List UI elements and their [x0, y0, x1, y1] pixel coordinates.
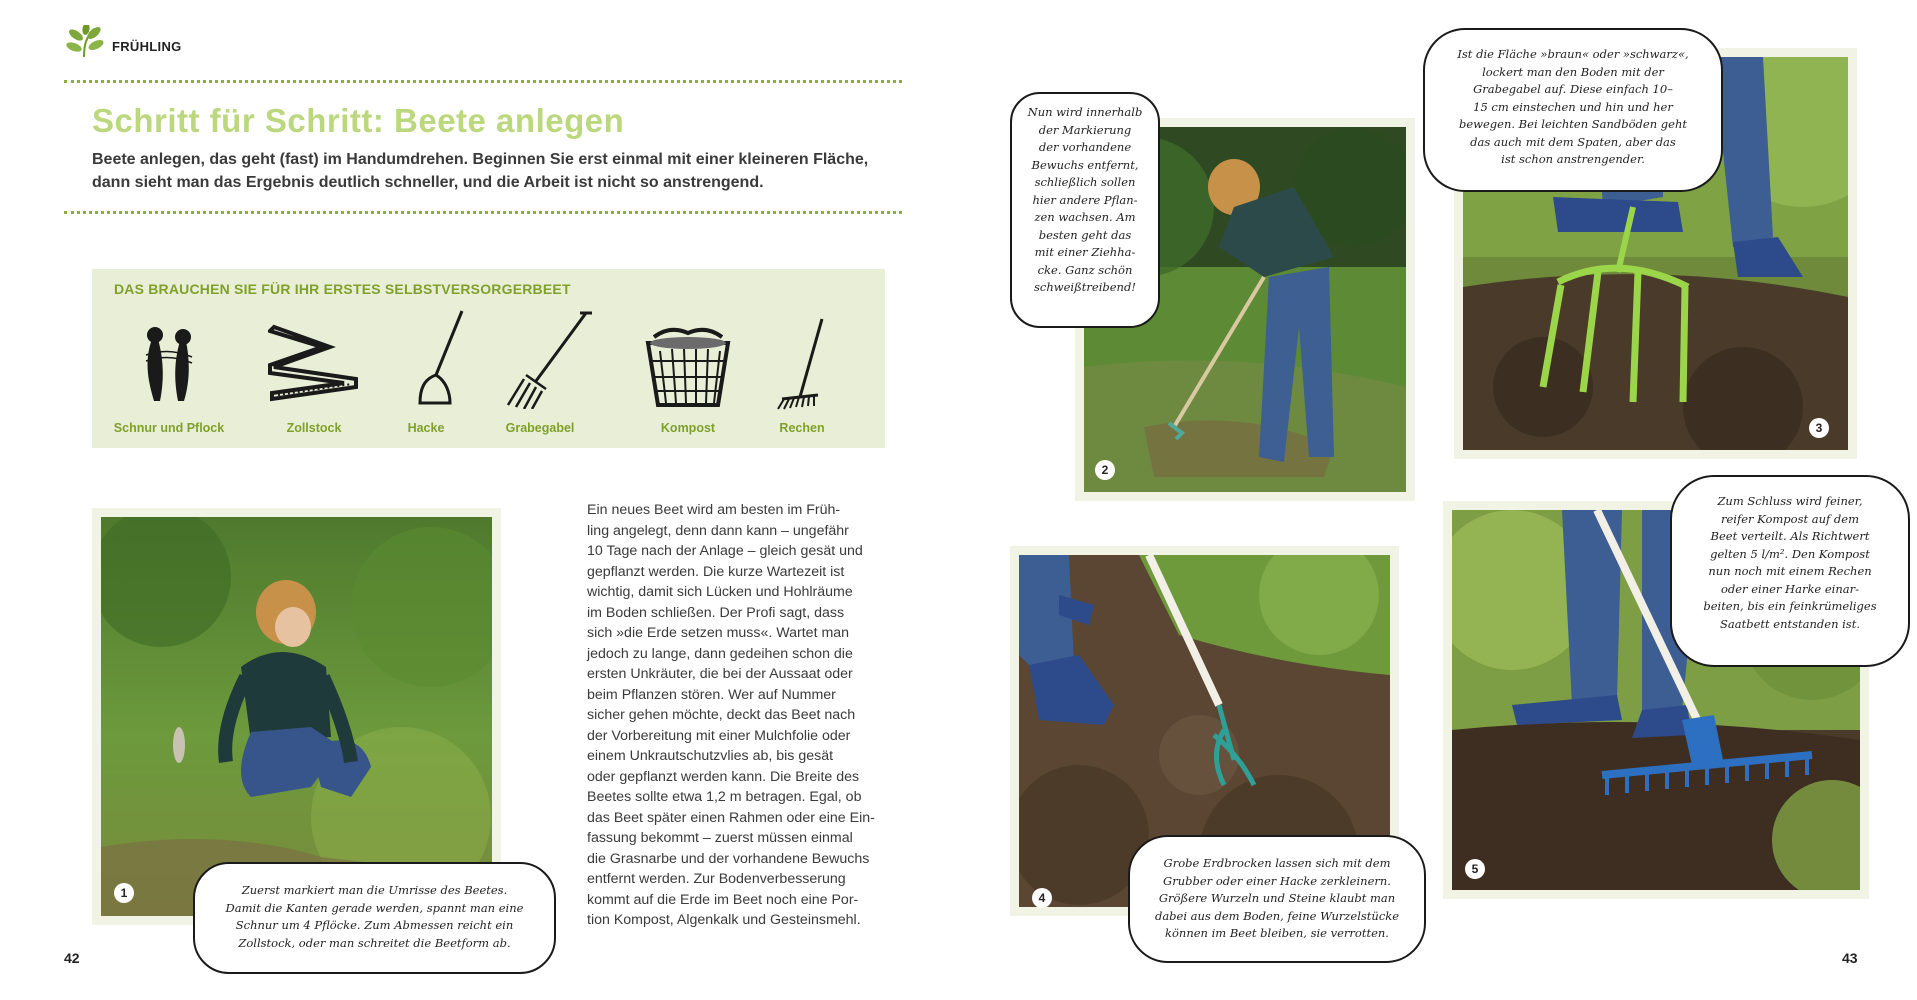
section-label: FRÜHLING: [112, 39, 182, 54]
tool-label: Rechen: [779, 421, 825, 435]
caption-line: besten geht das: [1038, 227, 1132, 242]
photo-number-badge: 1: [114, 883, 134, 903]
caption-line: reifer Kompost auf dem: [1720, 511, 1860, 526]
body-line: beim Pflanzen stören. Wer auf Nummer: [587, 686, 836, 703]
leaf-logo-icon: [64, 25, 104, 59]
body-line: Beetes sollte etwa 1,2 m betragen. Egal, ob: [587, 789, 862, 805]
caption-line: Nun wird innerhalb: [1027, 105, 1143, 119]
caption-line: Grubber oder einer Hacke zerkleinern.: [1163, 873, 1391, 888]
caption-bubble-3: [1423, 28, 1723, 192]
photo-number-badge: 3: [1809, 418, 1829, 438]
body-line: sich »die Erde setzen muss«. Wartet man: [587, 625, 850, 641]
tool-label: Grabegabel: [505, 421, 575, 435]
photo-number-badge: 4: [1032, 888, 1052, 908]
body-line: wichtig, damit sich Lücken und Hohlräume: [587, 584, 853, 600]
caption-line: bewegen. Bei leichten Sandböden geht: [1458, 117, 1687, 131]
caption-line: der Markierung: [1038, 122, 1132, 137]
body-line: gepflanzt werden. Die kurze Wartezeit ist: [587, 563, 845, 580]
caption-line: der vorhandene: [1038, 140, 1132, 154]
body-line: die Grasnarbe und der vorhandene Bewuchs: [587, 850, 870, 867]
body-line: fassung bekommt – zuerst müssen einmal: [587, 830, 853, 846]
tool-label: Hacke: [407, 421, 445, 435]
toolbox-title: DAS BRAUCHEN SIE FÜR IHR ERSTES SELBSTVERSORGERBEET: [114, 281, 571, 297]
photo-number-badge: 2: [1095, 460, 1115, 480]
caption-line: nun noch mit einem Rechen: [1708, 564, 1872, 578]
caption-line: 15 cm einstechen und hin und her: [1473, 99, 1673, 114]
photo-number-badge: 5: [1465, 859, 1485, 879]
rake-icon: [772, 317, 832, 417]
body-line: kommt auf die Erde im Beet noch eine Por-: [587, 891, 859, 908]
caption-line: ist schon anstrengender.: [1501, 152, 1645, 166]
caption-line: Damit die Kanten gerade werden, spannt man eine: [225, 900, 524, 915]
caption-line: zen wachsen. Am: [1034, 210, 1136, 224]
caption-line: schließlich sollen: [1034, 175, 1136, 189]
body-line: oder gepflanzt werden kann. Die Breite des: [587, 768, 860, 785]
caption-line: hier andere Pflan-: [1032, 192, 1138, 207]
body-line: Ein neues Beet wird am besten im Früh-: [587, 502, 841, 518]
body-text: [587, 500, 887, 931]
caption-line: Beet verteilt. Als Richtwert: [1710, 529, 1870, 543]
body-line: ersten Unkräuter, die bei der Aussaat oder: [587, 666, 853, 682]
caption-line: Größere Wurzeln und Steine klaubt man: [1158, 891, 1396, 905]
caption-line: Saatbett entstanden ist.: [1720, 616, 1860, 631]
caption-line: Schnur um 4 Pflöcke. Zum Abmessen reicht ein: [235, 918, 514, 932]
divider-top: [64, 80, 902, 83]
caption-line: lockert man den Boden mit der: [1482, 64, 1664, 79]
digging-fork-icon: [502, 307, 594, 409]
caption-line: dabei aus dem Boden, feine Wurzelstücke: [1154, 908, 1400, 923]
divider-bottom: [64, 211, 902, 214]
tool-label: Kompost: [660, 421, 716, 435]
caption-line: schweißtreibend!: [1034, 280, 1136, 294]
caption-line: oder einer Harke einar-: [1720, 581, 1860, 596]
body-line: tion Kompost, Algenkalk und Gesteinsmehl.: [587, 912, 861, 928]
caption-line: Zuerst markiert man die Umrisse des Beetes.: [241, 883, 508, 897]
page-number-right: 43: [1842, 950, 1858, 966]
hoe-icon: [410, 309, 470, 409]
toolbox-panel: [92, 269, 885, 448]
caption-line: Zollstock, oder man schreitet die Beetform ab.: [238, 935, 511, 950]
caption-line: Grobe Erdbrocken lassen sich mit dem: [1163, 856, 1391, 870]
body-line: jedoch zu lange, dann gedeihen schon die: [587, 645, 853, 662]
caption-line: gelten 5 l/m². Den Kompost: [1710, 546, 1870, 561]
body-line: entfernt werden. Zur Bodenverbesserung: [587, 871, 846, 887]
body-line: 10 Tage nach der Anlage – gleich gesät und: [587, 543, 863, 559]
caption-line: das auch mit dem Spaten, aber das: [1470, 134, 1676, 149]
body-line: das Beet später einen Rahmen oder eine Ein-: [587, 809, 875, 826]
tool-label: Zollstock: [286, 421, 342, 435]
caption-line: Ist die Fläche »braun« oder »schwarz«,: [1457, 47, 1689, 61]
lead-paragraph: Beete anlegen, das geht (fast) im Handumdrehen. Beginnen Sie erst einmal mit einer kleineren Fläche, dann sieht man das Ergebnis deutlich schneller, und die Arbeit ist nicht so anstrengend.: [92, 151, 869, 191]
body-line: im Boden schließen. Der Profi sagt, dass: [587, 604, 845, 621]
folding-rule-icon: [268, 321, 360, 406]
body-line: ling angelegt, denn dann kann – ungefähr: [587, 522, 849, 539]
body-line: sicher gehen möchte, deckt das Beet nach: [587, 707, 856, 723]
compost-basket-icon: [640, 321, 736, 411]
caption-bubble-2: [1010, 92, 1160, 328]
caption-bubble-1: [193, 862, 556, 974]
caption-line: Zum Schluss wird feiner,: [1717, 494, 1863, 508]
caption-line: cke. Ganz schön: [1037, 262, 1133, 277]
body-line: einem Unkrautschutzvlies ab, bis gesät: [587, 748, 834, 764]
caption-line: können im Beet bleiben, sie verrotten.: [1165, 926, 1389, 940]
caption-bubble-5: [1670, 475, 1910, 667]
tool-label: Schnur und Pflock: [113, 421, 225, 435]
caption-line: Grabegabel auf. Diese einfach 10–: [1473, 82, 1673, 96]
page-number-left: 42: [64, 950, 80, 966]
page-title: Schritt für Schritt: Beete anlegen: [92, 102, 625, 139]
caption-line: Bewuchs entfernt,: [1031, 157, 1139, 172]
body-line: der Vorbereitung mit einer Mulchfolie oder: [587, 727, 851, 744]
caption-line: beiten, bis ein feinkrümeliges: [1703, 599, 1877, 613]
caption-bubble-4: [1128, 835, 1426, 963]
string-and-stake-icon: [134, 321, 204, 406]
caption-line: mit einer Ziehha-: [1034, 245, 1136, 259]
